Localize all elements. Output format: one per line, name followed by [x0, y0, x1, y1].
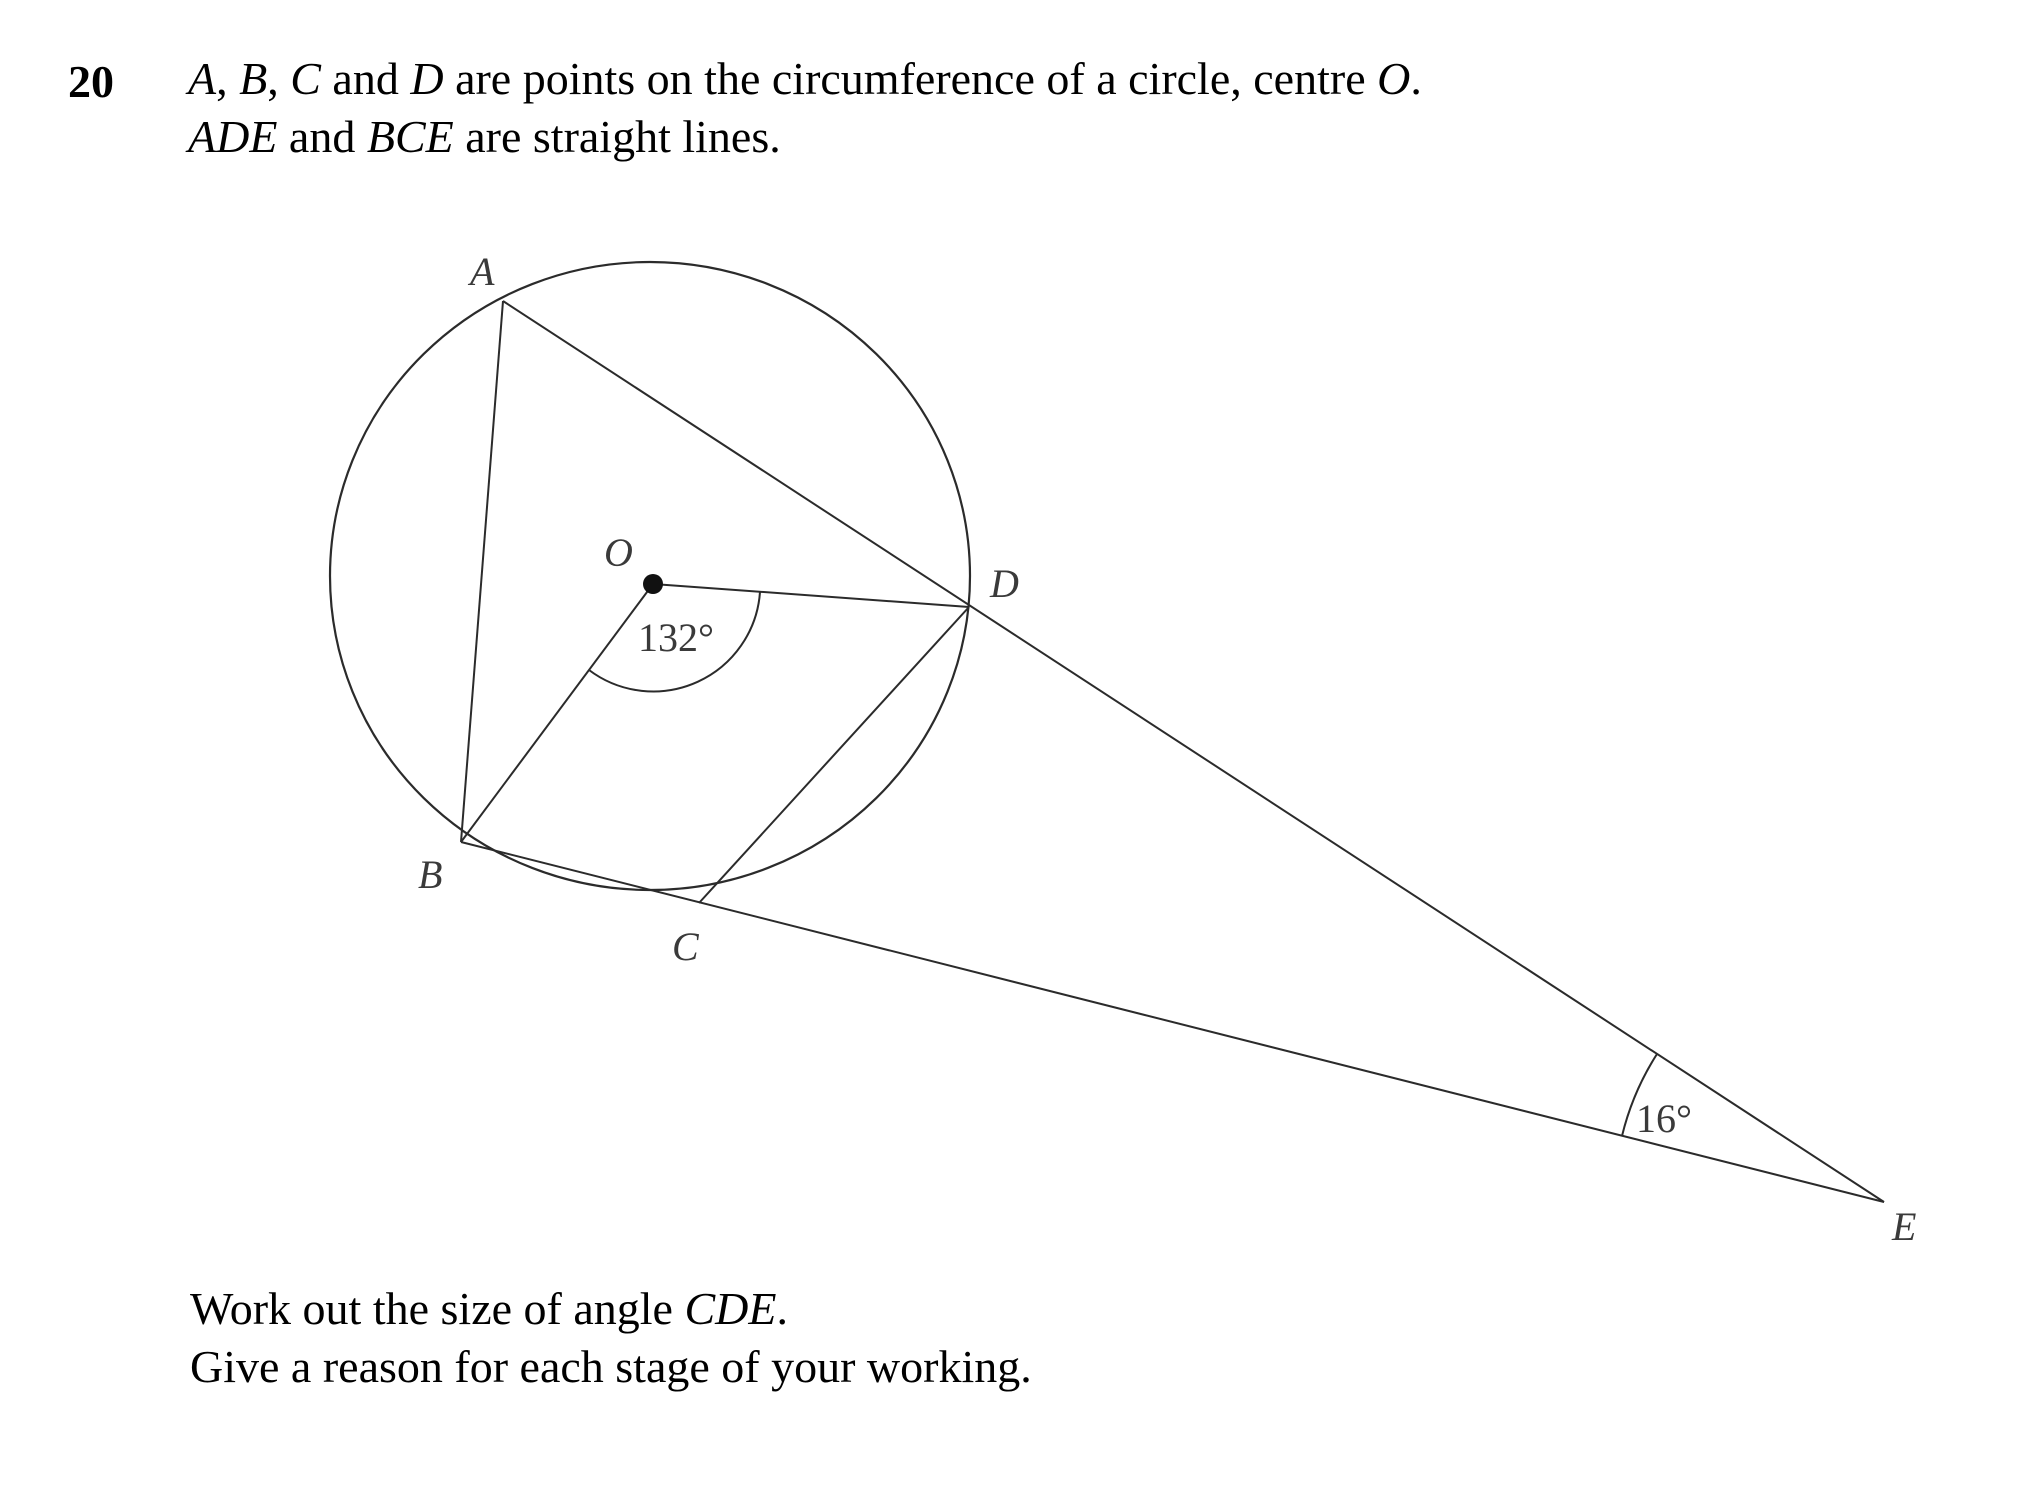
- intro-text: ,: [267, 53, 291, 104]
- task-text: Work out the size of angle: [190, 1283, 685, 1334]
- line-od: [653, 584, 969, 607]
- angle-ref-cde: CDE: [684, 1283, 777, 1334]
- angle-label-e: 16°: [1636, 1096, 1692, 1141]
- point-label-e: E: [1892, 1204, 1917, 1249]
- point-label-c: C: [672, 924, 699, 969]
- line-ref-ade: ADE: [188, 111, 278, 162]
- point-ref-a: A: [188, 53, 217, 104]
- task-line-2: Give a reason for each stage of your working.: [190, 1341, 1032, 1392]
- intro-text: ,: [216, 53, 240, 104]
- line-cd: [699, 607, 969, 903]
- line-ade: [503, 301, 1884, 1202]
- task-line-1: [190, 1280, 1032, 1338]
- intro-text: are points on the circumference of a circle, centre: [443, 53, 1378, 104]
- point-label-d: D: [990, 561, 1019, 606]
- angle-label-bod: 132°: [638, 615, 714, 660]
- line-ref-bce: BCE: [366, 111, 454, 162]
- line-ab: [461, 301, 503, 842]
- intro-text: and: [320, 53, 411, 104]
- line-bce: [461, 842, 1884, 1202]
- line-ob: [461, 584, 653, 842]
- point-label-b: B: [418, 852, 443, 897]
- question-task: [190, 1280, 1032, 1396]
- point-ref-d: D: [410, 53, 444, 104]
- point-label-a: A: [470, 249, 495, 294]
- point-ref-b: B: [239, 53, 268, 104]
- intro-text: are straight lines.: [453, 111, 781, 162]
- point-ref-o: O: [1377, 53, 1411, 104]
- intro-text: and: [277, 111, 367, 162]
- centre-point-o: [643, 574, 663, 594]
- question-number: 20: [68, 56, 114, 107]
- intro-text: .: [1410, 53, 1422, 104]
- task-text: .: [776, 1283, 788, 1334]
- point-label-o: O: [604, 530, 633, 575]
- point-ref-c: C: [290, 53, 321, 104]
